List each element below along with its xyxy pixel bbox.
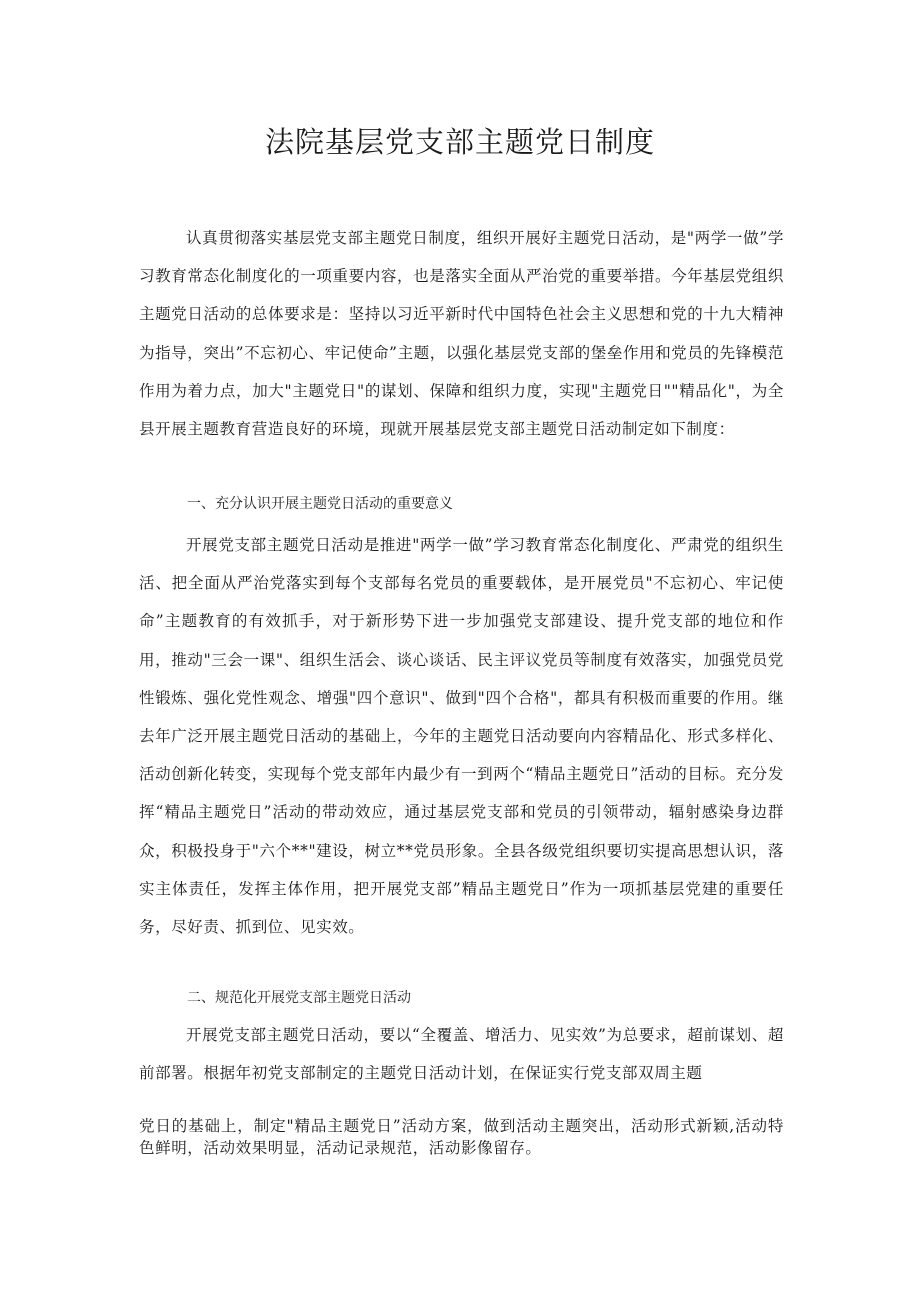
paragraph-standardize-continued: 党日的基础上，制定"精品主题党日”活动方案，做到活动主题突出，活动形式新颖,活动特色鲜明，活动效果明显，活动记录规范，活动影像留存。 bbox=[139, 1117, 784, 1157]
section-heading-1: 一、充分认识开展主题党日活动的重要意义 bbox=[187, 496, 453, 512]
page-title: 法院基层党支部主题党日制度 bbox=[264, 125, 655, 159]
section-heading-2: 二、规范化开展党支部主题党日活动 bbox=[187, 990, 411, 1006]
paragraph-intro: 认真贯彻落实基层党支部主题党日制度，组织开展好主题党日活动，是"两学一做”学习教育常态化制度化的一项重要内容，也是落实全面从严治党的重要举措。今年基层党组织主题党日活动的总体要求是：坚持以习近平新时代中国特色社会主义思想和党的十九大精神为指导，突出”不忘初心、牢记使命”主题，以强化基层党支部的堡垒作用和党员的先锋模范作用为着力点，加大"主题党日"的谋划、保障和组织力度，实现"主题党日""精品化"，为全县开展主题教育营造良好的环境，现就开展基层党支部主题党日活动制定如下制度： bbox=[139, 229, 784, 439]
paragraph-significance: 开展党支部主题党日活动是推进"两学一做”学习教育常态化制度化、严肃党的组织生活、把全面从严治党落实到每个支部每名党员的重要载体，是开展党员"不忘初心、牢记使命”主题教育的有效抓手，对于新形势下进一步加强党支部建设、提升党支部的地位和作用，推动"三会一课"、组织生活会、谈心谈话、民主评议党员等制度有效落实，加强党员党性锻炼、强化党性观念、增强"四个意识"、做到"四个合格"，都具有积极而重要的作用。继去年广泛开展主题党日活动的基础上，今年的主题党日活动要向内容精品化、形式多样化、活动创新化转变，实现每个党支部年内最少有一到两个“精品主题党日”活动的目标。充分发挥“精品主题党日”活动的带动效应，通过基层党支部和党员的引领带动，辐射感染身边群众，积极投身于"六个**"建设，树立**党员形象。全县各级党组织要切实提高思想认识，落实主体责任，发挥主体作用，把开展党支部”精品主题党日”作为一项抓基层党建的重要任务，尽好责、抓到位、见实效。 bbox=[139, 536, 784, 937]
paragraph-standardize: 开展党支部主题党日活动，要以“全覆盖、增活力、见实效”为总要求，超前谋划、超前部署。根据年初党支部制定的主题党日活动计划，在保证实行党支部双周主题 bbox=[139, 1026, 784, 1083]
